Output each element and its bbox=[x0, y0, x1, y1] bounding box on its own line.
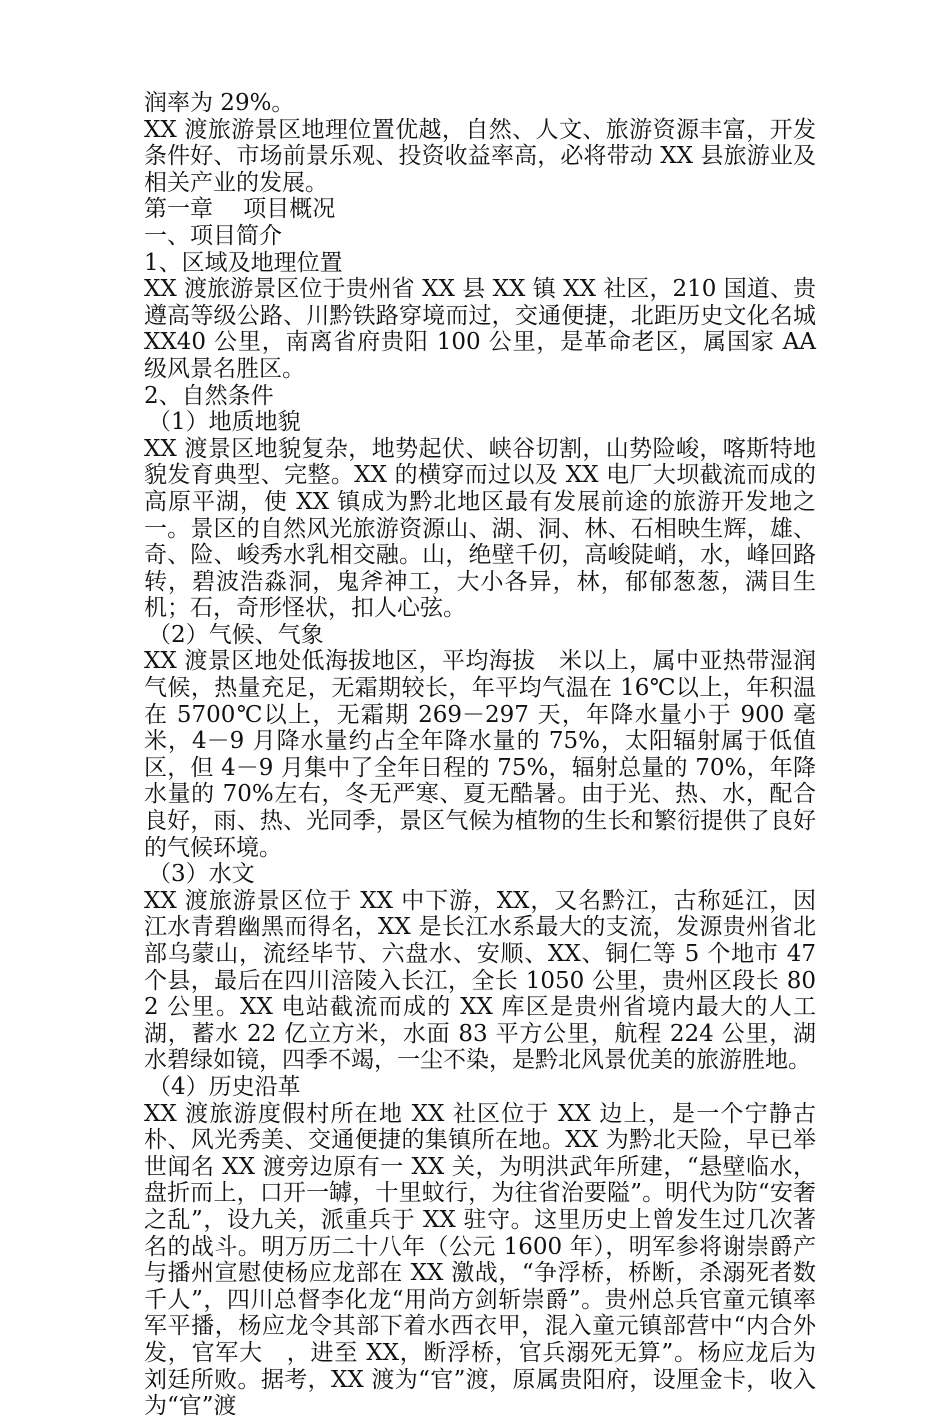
subsection-heading-location: 1、区域及地理位置 bbox=[144, 249, 343, 276]
paragraph-hydrology: XX 渡旅游景区位于 XX 中下游，XX，又名黔江，古称延江，因江水青碧幽黑而得名，XX 是长江水系最大的支流，发源贵州省北部乌蒙山，流经毕节、六盘水、安顺、XX、铜仁等 5 个地市 47 个县，最后在四川涪陵入长江，全长 1050 公里，贵州区段长 802 公里。XX 电站截流而成的 XX 库区是贵州省境内最大的人工湖，蓄水 22 亿立方米，水面 83 平方公里，航程 224 公里，湖水碧绿如镜，四季不竭，一尘不染，是黔北风景优美的旅游胜地。 bbox=[144, 887, 816, 1074]
paragraph-climate: XX 渡景区地处低海拔地区，平均海拔 米以上，属中亚热带湿润气候，热量充足，无霜期较长，年平均气温在 16℃以上，年积温在 5700℃以上，无霜期 269－297 天，年降水量小于 900 毫米，4－9 月降水量约占全年降水量的 75%，太阳辐射属于低值区，但 4－9 月集中了全年日程的 75%，辐射总量的 70%，年降水量的 70%左右，冬无严寒、夏无酷暑。由于光、热、水，配合良好，雨、热、光同季，景区气候为植物的生长和繁衍提供了良好的气候环境。 bbox=[144, 648, 816, 861]
subsection-heading-natural-conditions: 2、自然条件 bbox=[144, 382, 274, 409]
section-heading-project-intro: 一、项目简介 bbox=[144, 222, 282, 249]
paragraph-profit-rate: 润率为 29%。 bbox=[144, 90, 295, 116]
paragraph-geology: XX 渡景区地貌复杂，地势起伏、峡谷切割，山势险峻，喀斯特地貌发育典型、完整。XX 的横穿而过以及 XX 电厂大坝截流而成的高原平湖，使 XX 镇成为黔北地区最有发展前途的旅游开发地之一。景区的自然风光旅游资源山、湖、洞、林、石相映生辉，雄、奇、险、峻秀水乳相交融。山，绝壁千仞，高峻陡峭，水，峰回路转，碧波浩淼洞，鬼斧神工，大小各异，林，郁郁葱葱，满目生机；石，奇形怪状，扣人心弦。 bbox=[144, 435, 816, 622]
paragraph-location: XX 渡旅游景区位于贵州省 XX 县 XX 镇 XX 社区，210 国道、贵遵高等级公路、川黔铁路穿境而过，交通便捷，北距历史文化名城 XX40 公里，南离省府贵阳 100 公里，是革命老区，属国家 AA 级风景名胜区。 bbox=[144, 276, 816, 382]
item-heading-climate: （2）气候、气象 bbox=[148, 621, 324, 648]
item-heading-history: （4）历史沿革 bbox=[148, 1073, 301, 1100]
document-page bbox=[144, 90, 816, 1420]
item-heading-hydrology: （3）水文 bbox=[148, 861, 255, 888]
paragraph-history: XX 渡旅游度假村所在地 XX 社区位于 XX 边上，是一个宁静古朴、风光秀美、交通便捷的集镇所在地。XX 为黔北天险，早已举世闻名 XX 渡旁边原有一 XX 关，为明洪武年所建，“悬壁临水，盘折而上，口开一罅，十里蚊行，为往省治要隘”。明代为防“安奢之乱”，设九关，派重兵于 XX 驻守。这里历史上曾发生过几次著名的战斗。明万历二十八年（公元 1600 年），明军参将谢崇爵产与播州宣慰使杨应龙部在 XX 激战，“争浮桥，桥断，杀溺死者数千人”，四川总督李化龙“用尚方剑斩崇爵”。贵州总兵官童元镇率军平播，杨应龙令其部下着水西衣甲，混入童元镇部营中“内合外发，官军大 ，进至 XX，断浮桥，官兵溺死无算”。杨应龙后为刘廷所败。据考，XX 渡为“官”渡，原属贵阳府，设厘金卡，收入为“官”渡 bbox=[144, 1100, 816, 1420]
paragraph-intro-summary: XX 渡旅游景区地理位置优越，自然、人文、旅游资源丰富，开发条件好、市场前景乐观、投资收益率高，必将带动 XX 县旅游业及相关产业的发展。 bbox=[144, 116, 816, 196]
chapter-heading: 第一章 项目概况 bbox=[144, 196, 336, 223]
item-heading-geology: （1）地质地貌 bbox=[148, 409, 301, 436]
